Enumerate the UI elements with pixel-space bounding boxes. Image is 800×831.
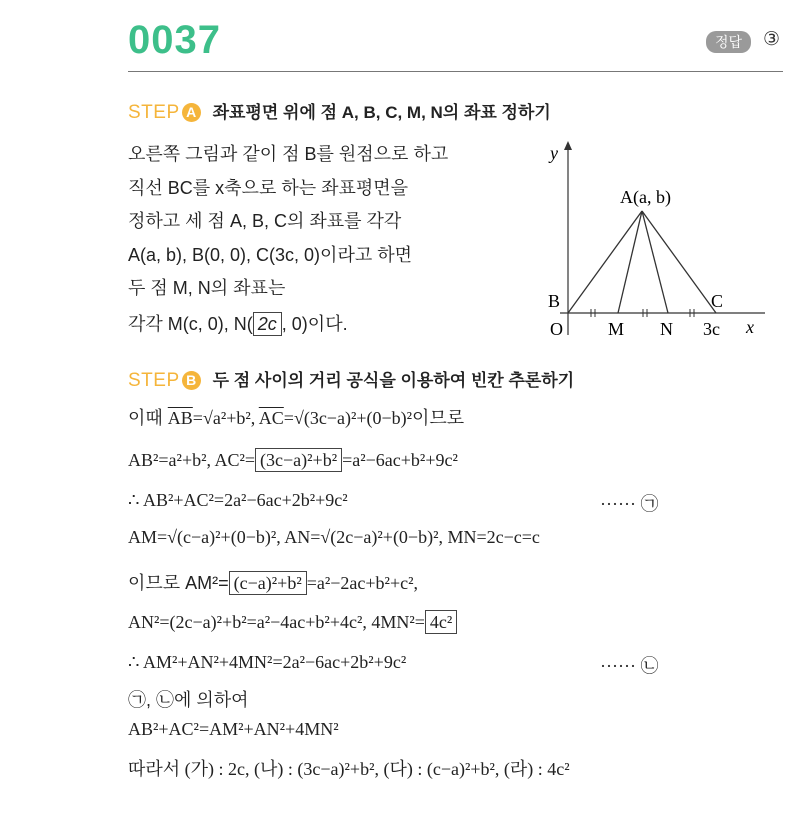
segment-an [642,211,668,313]
step-b-line-1 [128,404,464,430]
header-divider [128,71,783,72]
step-b-line-1-prefix: 이때 [128,408,168,428]
segment-am [618,211,642,313]
answer-box-ra: 4c² [425,610,457,634]
y-axis-arrow-icon [564,141,572,150]
step-b-line-6-pre: AN²=(2c−a)²+b²=a²−4ac+b²+4c², 4MN²= [128,612,425,632]
step-b-line-2-pre: AB²=a²+b², AC²= [128,450,256,470]
step-b-line-4: AM=√(c−a)²+(0−b)², AN=√(2c−a)²+(0−b)², MN=2c−c=c [128,527,540,547]
label-point-m: M [608,319,625,339]
label-point-n: N [660,319,673,339]
step-b-line-1-eq1: =√a²+b², [192,408,259,428]
step-a-line-1: 오른쪽 그림과 같이 점 B를 원점으로 하고 [128,144,449,164]
label-3c: 3c [703,319,720,339]
segment-ac-label: $\overline{AC}$ [258,408,284,428]
step-b-line-5-post: =a²−2ac+b²+c², [306,573,418,593]
step-b-word: STEP [128,370,180,391]
answer-box-da: (c−a)²+b² [229,571,307,595]
label-point-a: A(a, b) [620,187,671,207]
step-b-conclusion: 따라서 (가) : 2c, (나) : (3c−a)²+b², (다) : (c−a)²+b², (라) : 4c² [128,759,570,779]
step-b-line-7: ∴ AM²+AN²+4MN²=2a²−6ac+2b²+9c² [128,652,407,672]
x-axis-label: x [746,317,754,337]
y-axis-label: y [550,143,558,163]
step-b-line-1-eq2: =√(3c−a)²+(0−b)² [283,408,413,428]
answer-box-ga: 2c [253,312,282,336]
coordinate-figure [520,135,782,345]
segment-ab-label: $\overline{AB}$ [167,408,193,428]
step-b-line-5-pre: 이므로 AM²= [128,573,229,593]
step-a-title: 좌표평면 위에 점 A, B, C, M, N의 좌표 정하기 [212,103,551,122]
answer-value: ③ [763,29,781,50]
segment-ab [568,211,642,313]
step-a-line-6-suffix: , 0)이다. [281,314,348,334]
step-b-title: 두 점 사이의 거리 공식을 이용하여 빈칸 추론하기 [212,371,575,390]
problem-number: 0037 [128,18,221,62]
step-b-line-7-tag: ······ ㉡ [600,656,659,676]
segment-ac [642,211,716,313]
step-b-line-2-post: =a²−6ac+b²+9c² [342,450,458,470]
step-b-line-3: ∴ AB²+AC²=2a²−6ac+2b²+9c² [128,490,348,510]
step-a-line-2: 직선 BC를 x축으로 하는 좌표평면을 [128,178,409,198]
step-a-word: STEP [128,102,180,123]
step-b-line-5 [128,569,418,595]
step-a-line-5: 두 점 M, N의 좌표는 [128,278,286,298]
step-b-line-9: AB²+AC²=AM²+AN²+4MN² [128,719,339,739]
step-b-line-8: ㉠, ㉡에 의하여 [128,690,249,710]
step-b-line-3-tag: ······ ㉠ [600,494,659,514]
step-b-line-1-suffix: 이므로 [412,408,465,428]
step-a-line-4: A(a, b), B(0, 0), C(3c, 0)이라고 하면 [128,245,412,265]
step-b-line-6 [128,610,457,634]
answer-box-na: (3c−a)²+b² [255,448,342,472]
step-b-heading [128,366,574,392]
step-b-line-2 [128,448,458,472]
step-a-line-6 [128,310,348,336]
step-b-letter-badge: B [182,371,201,390]
step-a-line-3: 정하고 세 점 A, B, C의 좌표를 각각 [128,211,402,231]
answer-badge: 정답 [706,31,751,53]
label-point-b: B [548,291,561,311]
label-origin: O [550,319,563,339]
step-a-letter-badge: A [182,103,201,122]
step-a-heading [128,98,551,124]
step-a-line-6-prefix: 각각 M(c, 0), N( [128,314,253,334]
label-point-c: C [711,291,724,311]
